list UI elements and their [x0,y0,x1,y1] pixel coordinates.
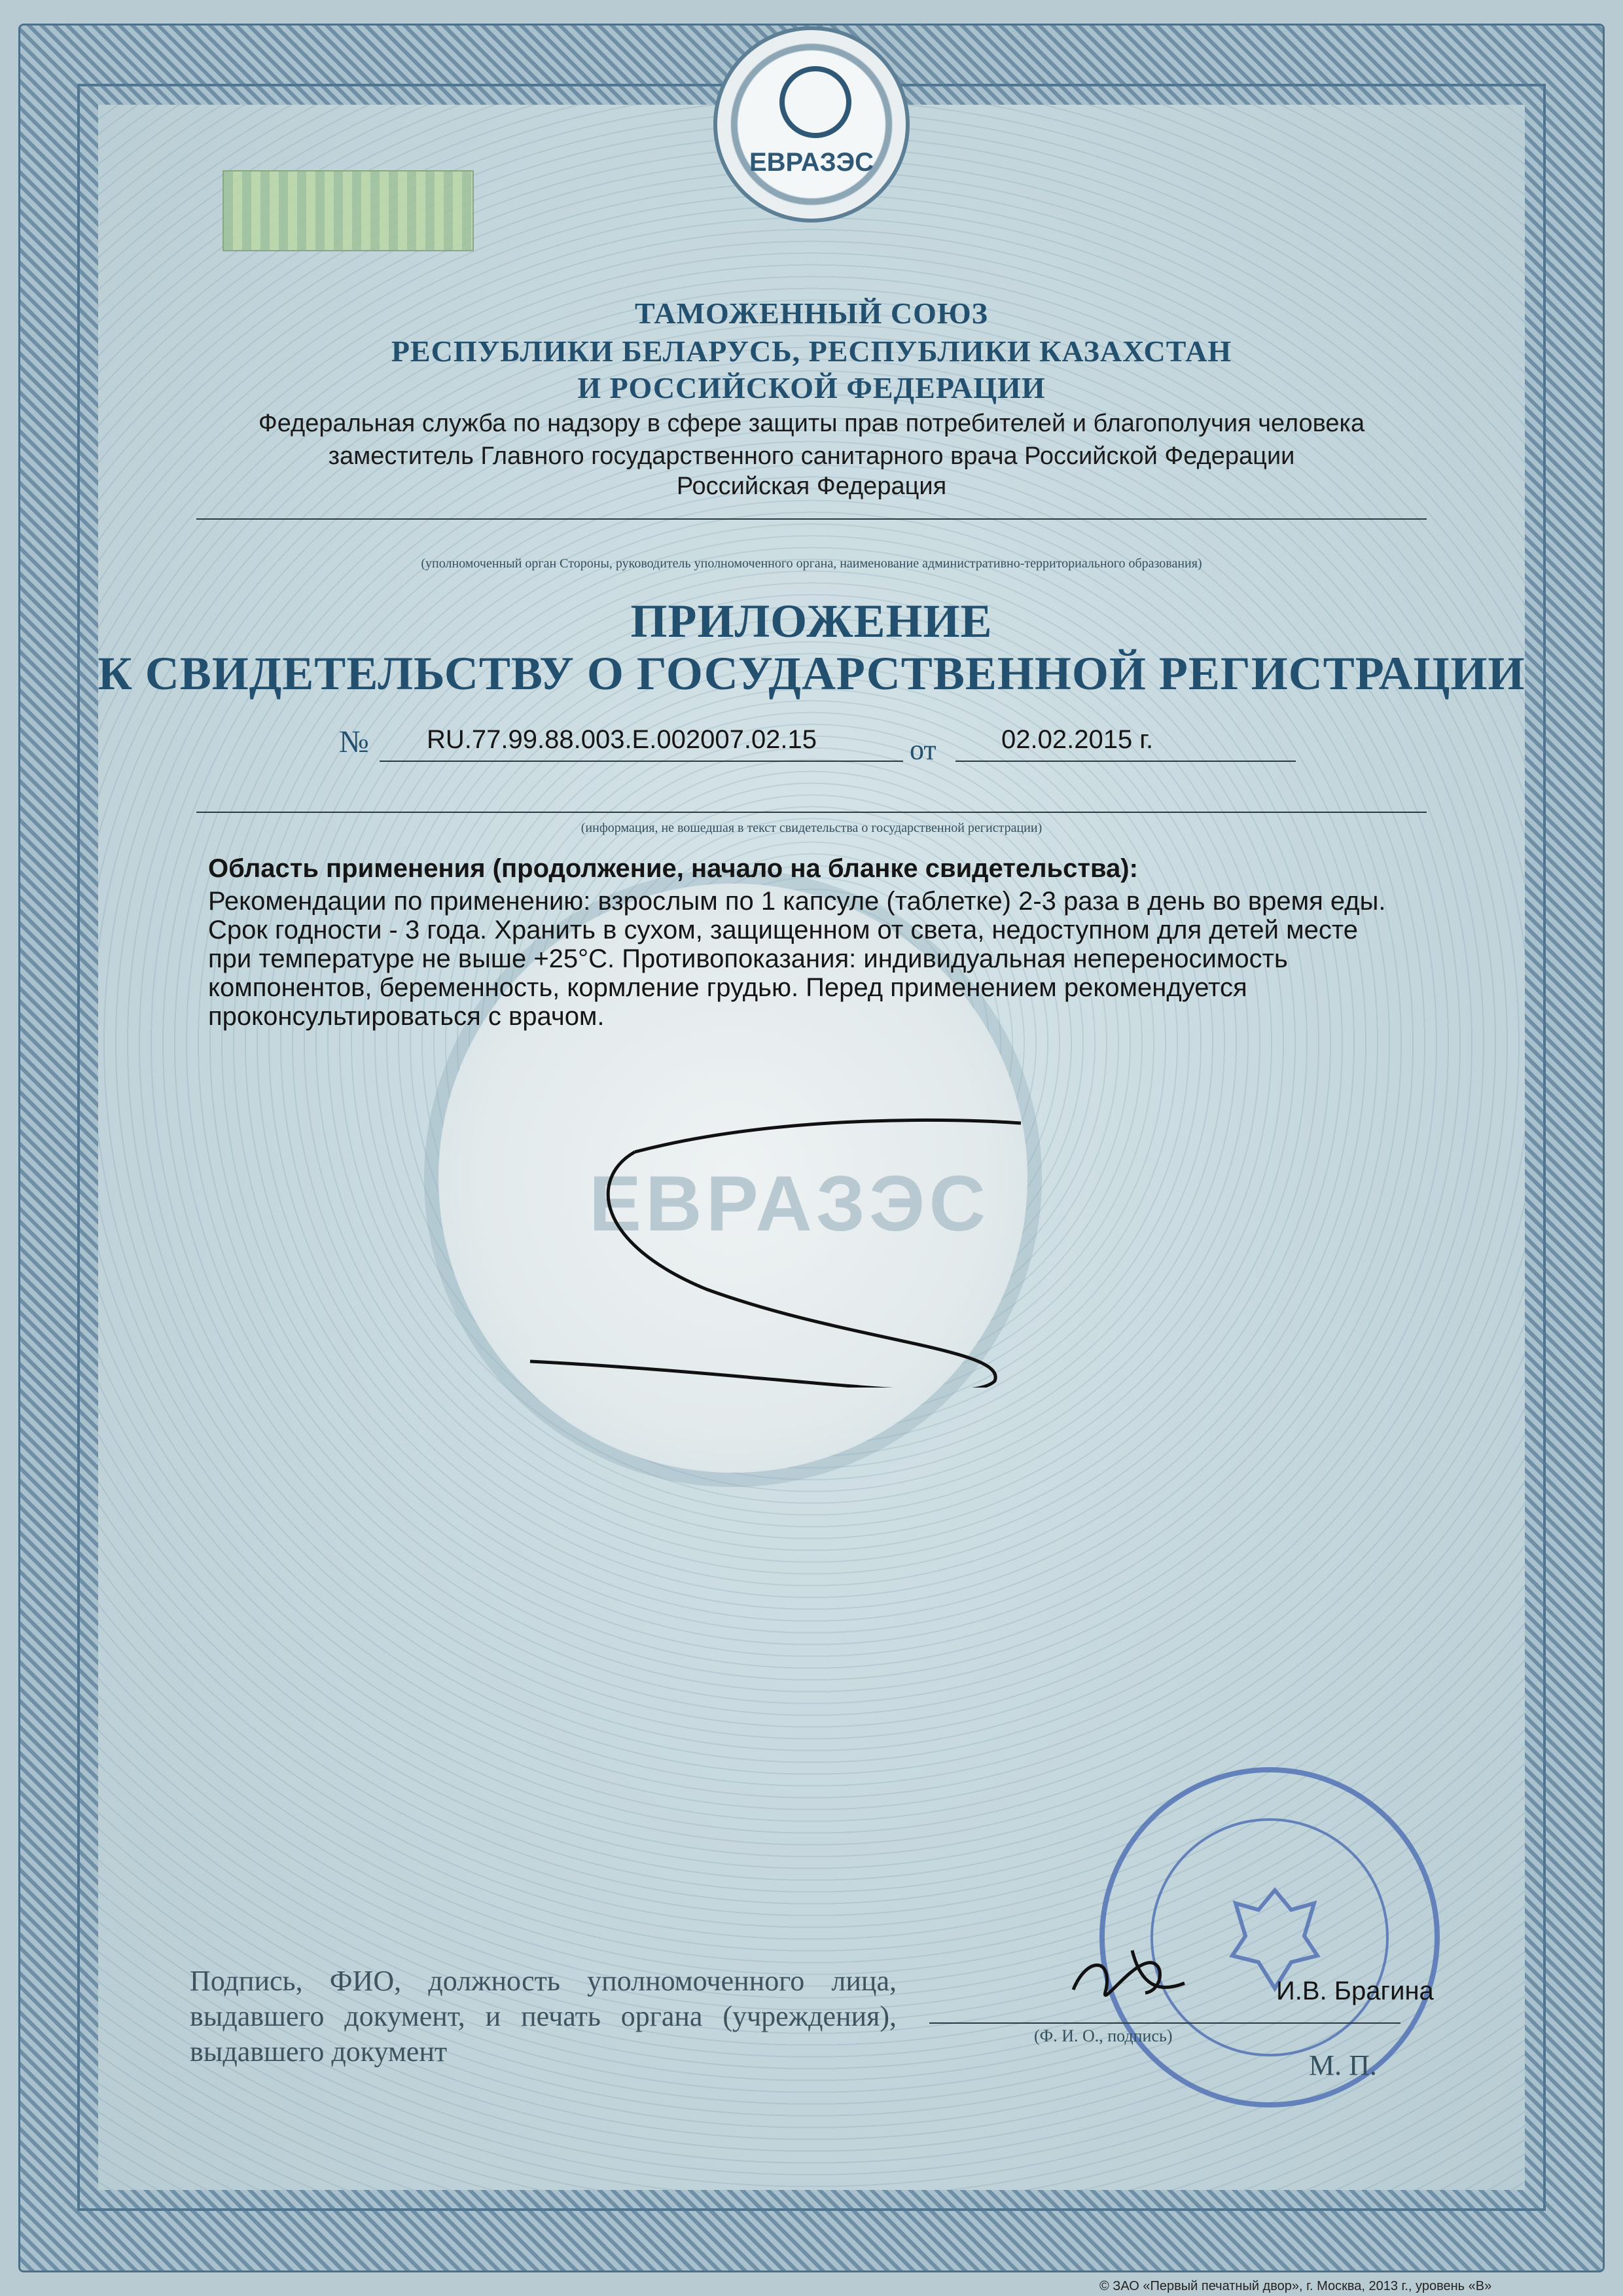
number-sign: № [339,725,369,759]
body-line-5: проконсультироваться с врачом. [208,1002,605,1031]
signer-caption: (Ф. И. О., подпись) [1034,2026,1173,2045]
printer-imprint: © ЗАО «Первый печатный двор», г. Москва, 2013 г., уровень «В» [1099,2279,1492,2293]
header-line-1: ТАМОЖЕННЫЙ СОЮЗ [635,296,988,330]
title-line-2: К СВИДЕТЕЛЬСТВУ О ГОСУДАРСТВЕННОЙ РЕГИСТРАЦИИ [98,647,1525,700]
emblem-label: ЕВРАЗЭС [749,148,874,177]
org-line-1: Федеральная служба по надзору в сфере защиты прав потребителей и благополучия человека [258,410,1365,437]
header-line-3: И РОССИЙСКОЙ ФЕДЕРАЦИИ [577,371,1046,404]
header-underline [196,518,1427,520]
info-underline [196,812,1427,813]
registration-number: RU.77.99.88.003.E.002007.02.15 [427,725,817,754]
org-line-3: Российская Федерация [676,473,947,500]
official-stamp [1099,1767,1440,2108]
signer-name: И.В. Брагина [1276,1977,1434,2005]
watermark-label: ЕВРАЗЭС [589,1160,990,1247]
number-underline [380,761,903,762]
evrazes-emblem [713,26,910,223]
emblem-mark-icon [779,66,851,138]
body-line-1: Рекомендации по применению: взрослым по 1 капсуле (таблетке) 2-3 раза в день во время еды. [208,887,1386,916]
date-underline [955,761,1296,762]
scope-heading: Область применения (продолжение, начало на бланке свидетельства): [208,854,1138,883]
signature-label: Подпись, ФИО, должность уполномоченного лица, выдавшего документ, и печать органа (учреждения), выдавшего документ [190,1965,897,2068]
signature-underline [929,2022,1400,2024]
registration-date: 02.02.2015 г. [1001,725,1154,754]
large-signature [510,1100,1099,1388]
from-label: от [910,734,936,766]
title-line-1: ПРИЛОЖЕНИЕ [630,595,993,647]
body-line-2: Срок годности - 3 года. Хранить в сухом, защищенном от света, недоступном для детей месте [208,916,1358,944]
hologram-sticker [223,170,474,251]
header-line-2: РЕСПУБЛИКИ БЕЛАРУСЬ, РЕСПУБЛИКИ КАЗАХСТАН [391,334,1232,368]
authority-caption: (уполномоченный орган Стороны, руководитель уполномоченного органа, наименование административно-территориального образования) [421,556,1202,571]
body-line-4: компонентов, беременность, кормление грудью. Перед применением рекомендуется [208,973,1247,1002]
small-signature [1067,1944,1198,2016]
org-line-2: заместитель Главного государственного санитарного врача Российской Федерации [328,442,1295,470]
seal-caption: М. П. [1309,2049,1377,2081]
info-caption: (информация, не вошедшая в текст свидетельства о государственной регистрации) [580,821,1043,835]
body-line-3: при температуре не выше +25°С. Противопоказания: индивидуальная непереносимость [208,944,1288,973]
